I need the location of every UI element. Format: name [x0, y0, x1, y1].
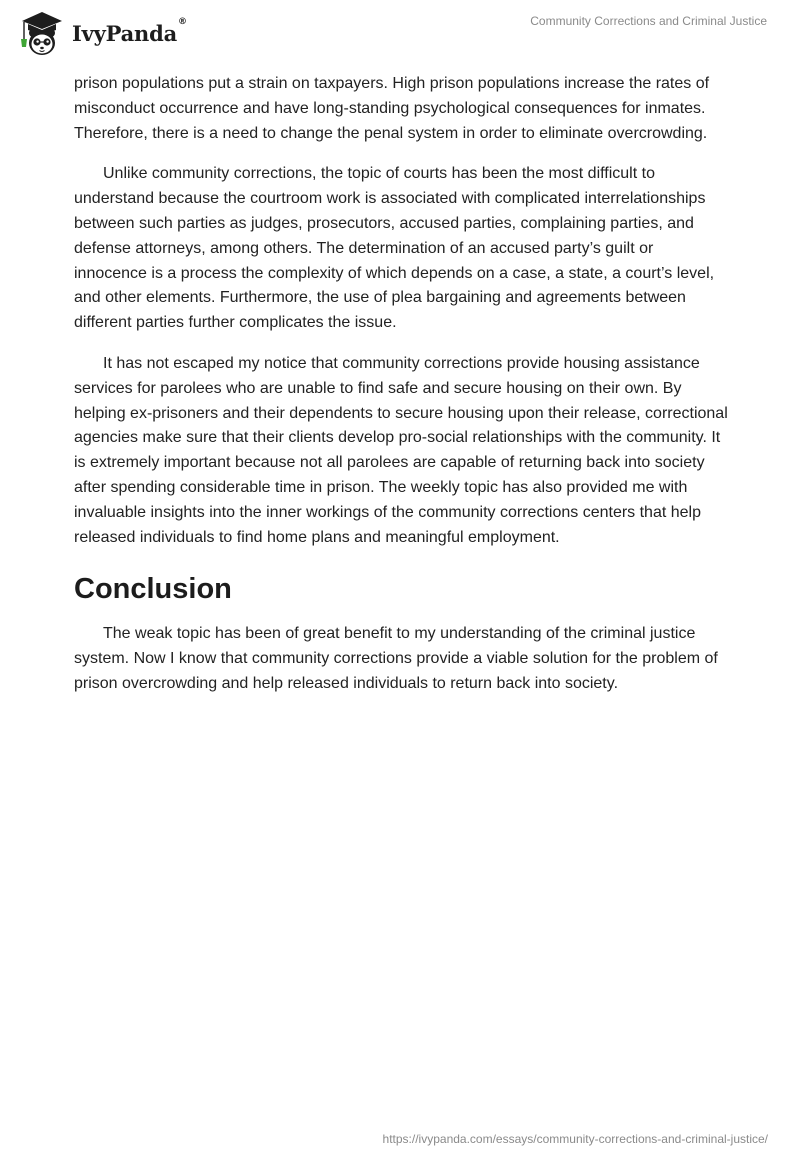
ivypanda-logo[interactable]	[14, 8, 187, 58]
paragraph: It has not escaped my notice that community corrections provide housing assistance services for parolees who are unable to find safe and secure housing on their own. By helping ex-prisoners and their dependents to secure housing upon their release, correctional agencies make sure that their clients develop pro-social relationships with the community. It is extremely important because not all parolees are capable of returning back into society after spending considerable time in prison. The weekly topic has also provided me with invaluable insights into the inner workings of the community corrections centers that help released individuals to find home plans and meaningful employment.	[74, 354, 728, 546]
conclusion-heading: Conclusion	[74, 573, 232, 606]
conclusion-paragraph: The weak topic has been of great benefit to my understanding of the criminal justice system. Now I know that community corrections provide a viable solution for the problem of prison overcrowding and help released individuals to return back into society.	[74, 625, 718, 692]
registered-mark: ®	[178, 16, 187, 27]
page-header	[0, 0, 800, 64]
paragraph: Unlike community corrections, the topic of courts has been the most difficult to understand because the courtroom work is associated with complicated interrelationships between such parties as judges, prosecutors, accused parties, complaining parties, and defense attorneys, among others. The determination of an accused party’s guilt or innocence is a process the complexity of which depends on a case, a state, a court’s level, and other elements. Furthermore, the use of plea bargaining and agreements between different parties further complicates the issue.	[74, 165, 715, 332]
source-url[interactable]: https://ivypanda.com/essays/community-corrections-and-criminal-justice/	[382, 1132, 768, 1146]
document-title: Community Corrections and Criminal Justice	[530, 14, 767, 28]
panda-graduate-icon	[14, 9, 68, 57]
paragraph: prison populations put a strain on taxpayers. High prison populations increase the rates of misconduct occurrence and have long-standing psychological consequences for inmates. Therefore, there is a need to change the penal system in order to eliminate overcrowding.	[74, 75, 710, 142]
essay-body	[74, 72, 728, 713]
logo-wordmark: IvyPanda®	[72, 16, 187, 46]
